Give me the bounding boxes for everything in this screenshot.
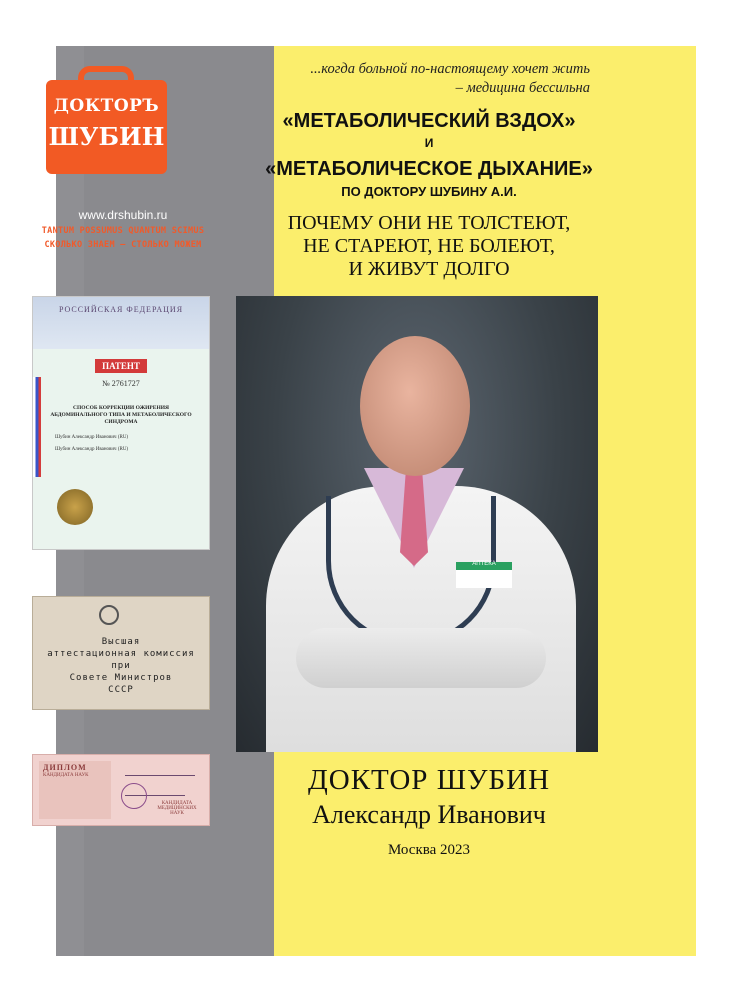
diploma-stamp-icon	[121, 783, 147, 809]
patent-document-image	[32, 296, 210, 550]
portrait-crossed-arms	[296, 628, 546, 688]
diploma-image	[32, 754, 210, 826]
logo-text-bottom: ШУБИН	[48, 122, 165, 151]
diploma-signature-line	[125, 775, 195, 776]
vak-line-1: Высшая	[101, 637, 141, 647]
diploma-degree: КАНДИДАТА МЕДИЦИНСКИХ НАУК	[157, 801, 197, 816]
subtitle-line-2: НЕ СТАРЕЮТ, НЕ БОЛЕЮТ,	[303, 235, 555, 257]
epigraph-line-1: ...когда больной по-настоящему хочет жить	[310, 61, 590, 77]
patent-number: № 2761727	[102, 379, 140, 388]
book-title-and: И	[424, 136, 434, 150]
epigraph	[230, 60, 590, 98]
patent-ribbon	[33, 377, 41, 477]
doctor-shubin-logo	[44, 66, 169, 176]
author-portrait-photo	[236, 296, 598, 752]
ussr-emblem-icon	[99, 605, 119, 625]
website-url: www.drshubin.ru	[78, 208, 168, 222]
vak-line-3: при	[111, 661, 131, 671]
publication-city-year: Москва 2023	[387, 842, 471, 858]
motto-latin: TANTUM POSSUMUS QUANTUM SCIMUS	[41, 226, 205, 236]
name-badge-text: АПТЕКА	[472, 561, 496, 567]
author-title: ДОКТОР ШУБИН	[307, 764, 551, 796]
patent-holder: Шубин Александр Иванович (RU)	[55, 435, 129, 440]
epigraph-line-2: – медицина бессильна	[455, 80, 590, 96]
book-title-1: «МЕТАБОЛИЧЕСКИЙ ВЗДОХ»	[282, 110, 576, 132]
portrait-head	[360, 336, 470, 476]
book-title-3: ПО ДОКТОРУ ШУБИНУ А.И.	[341, 184, 517, 199]
book-subtitle	[218, 212, 640, 281]
vak-line-2: аттестационная комиссия	[47, 649, 195, 659]
vak-certificate-image	[32, 596, 210, 710]
diploma-subtitle: КАНДИДАТА НАУК	[43, 773, 89, 778]
patent-seal-icon	[57, 489, 93, 525]
vak-line-4: Совете Министров	[69, 673, 173, 683]
author-name: Александр Иванович	[312, 800, 546, 829]
motto-russian: СКОЛЬКО ЗНАЕМ – СТОЛЬКО МОЖЕМ	[44, 240, 202, 250]
book-title-2: «МЕТАБОЛИЧЕСКОЕ ДЫХАНИЕ»	[265, 158, 593, 180]
patent-label: ПАТЕНТ	[95, 359, 147, 373]
patent-title: СПОСОБ КОРРЕКЦИИ ОЖИРЕНИЯ АБДОМИНАЛЬНОГО ТИПА И МЕТАБОЛИЧЕСКОГО СИНДРОМА	[50, 405, 192, 425]
subtitle-line-1: ПОЧЕМУ ОНИ НЕ ТОЛСТЕЮТ,	[287, 212, 571, 234]
patent-country: РОССИЙСКАЯ ФЕДЕРАЦИЯ	[58, 305, 184, 314]
logo-text-top: ДОКТОРЪ	[53, 96, 160, 116]
subtitle-line-3: И ЖИВУТ ДОЛГО	[348, 258, 510, 280]
diploma-title: ДИПЛОМ	[43, 763, 87, 772]
vak-line-5: СССР	[108, 685, 134, 695]
patent-author: Шубин Александр Иванович (RU)	[55, 447, 129, 452]
